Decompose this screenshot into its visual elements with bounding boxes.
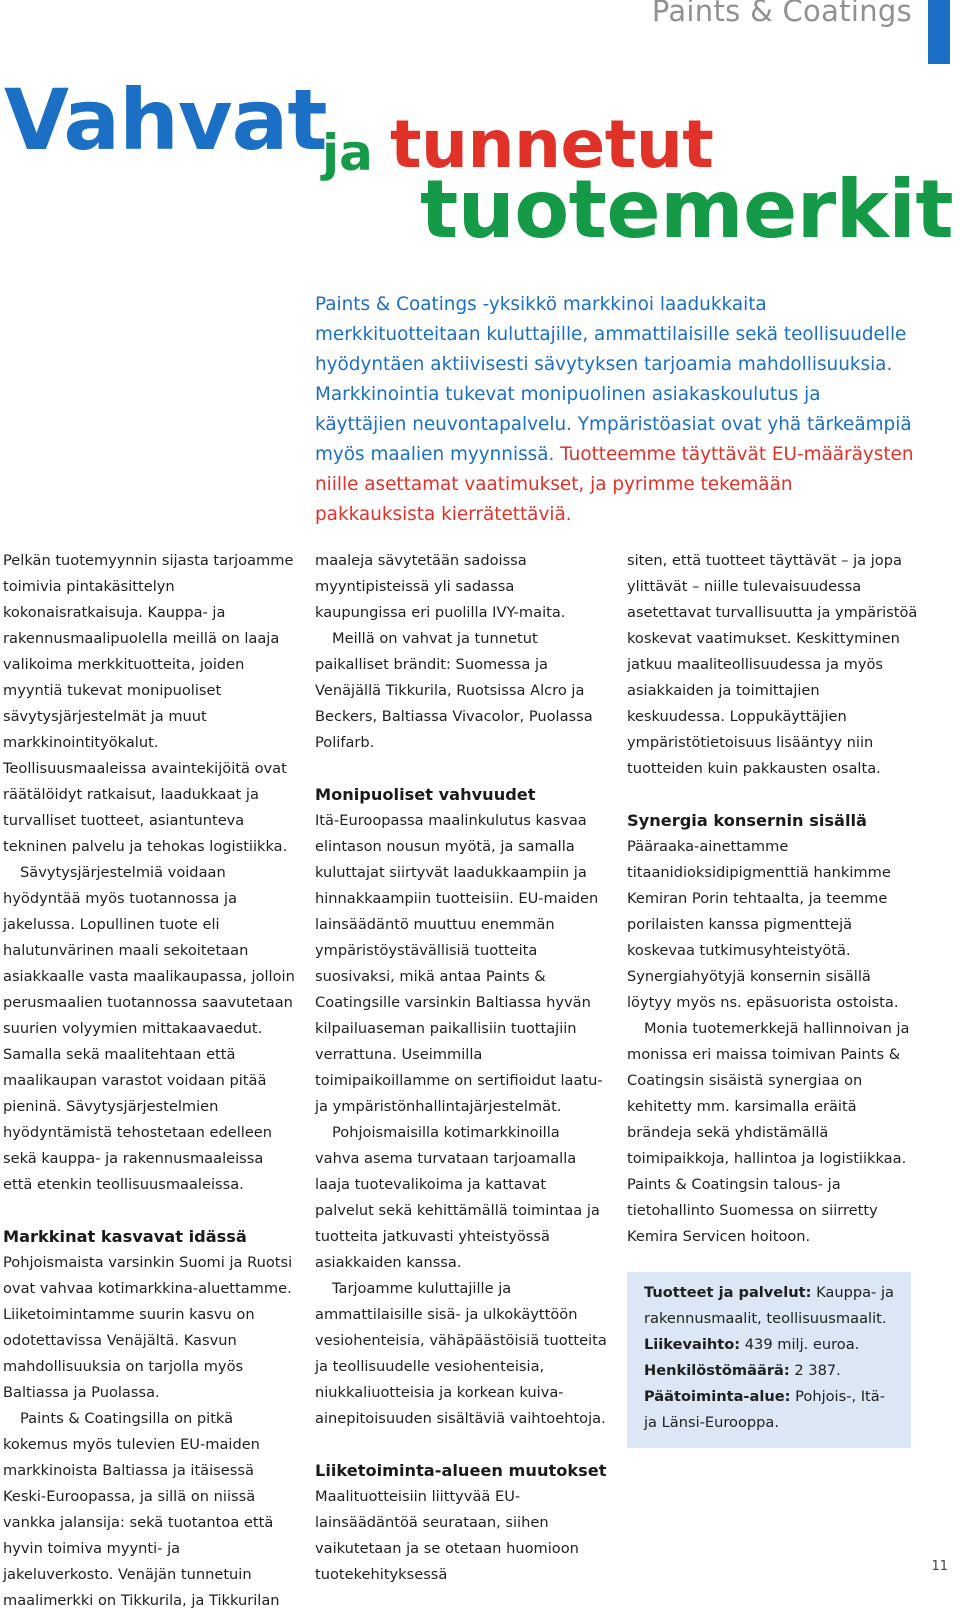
fact-label: Tuotteet ja palvelut:	[644, 1284, 812, 1301]
paragraph: Sävytysjärjestelmiä voidaan hyödyntää myös tuotannossa ja jakelussa. Lopullinen tuote eli halutunvärinen maali sekoitetaan asiakkaalle vasta maalikaupassa, jolloin perusmaalien tuotannossa saavutetaan suurien volyymien mittakaavaedut. Samalla sekä maalitehtaan että maalikaupan varastot voidaan pitää pieninä. Sävytysjärjestelmien hyödyntämistä tehostetaan edelleen sekä kauppa- ja rakennusmaaleissa että etenkin teollisuusmaaleissa.	[3, 864, 295, 1193]
section-heading: Synergia konsernin sisällä	[627, 811, 867, 830]
fact-label: Päätoiminta-alue:	[644, 1388, 791, 1405]
fact-row	[644, 1384, 899, 1436]
title-word-vahvat: Vahvat	[4, 71, 327, 169]
paragraph: Monia tuotemerkkejä hallinnoivan ja monissa eri maissa toimivan Paints & Coatingsin sisäistä synergiaa on kehitetty mm. karsimalla eräitä brändeja sekä yhdistämällä toimipaikkoja, hallintoa ja logistiikkaa. Paints & Coatingsin talous- ja tietohallinto Suomessa on siirretty Kemira Servicen hoitoon.	[627, 1020, 910, 1245]
title-word-ja: ja	[322, 124, 373, 182]
paragraph: Paints & Coatingsilla on pitkä kokemus myös tulevien EU-maiden markkinoista Baltiassa ja itäisessä Keski-Euroopassa, ja sillä on niissä vankka jalansija: sekä tuotantoa että hyvin toimiva myynti- ja jakeluverkosto. Venäjän tunnetuin maalimerkki on Tikkurila, ja Tikkurilan	[3, 1410, 280, 1609]
paragraph: Pääraaka-ainettamme titaanidioksidipigmenttiä hankimme Kemiran Porin tehtaalta, ja teemme porilaisten kanssa pigmenttejä koskevaa tutkimusyhteistyötä. Synergiahyötyjä konsernin sisällä löytyy myös ns. epäsuorista ostoista.	[627, 838, 899, 1011]
column-2	[315, 548, 607, 1588]
paragraph: Maalituotteisiin liittyvää EU-lainsäädäntöä seurataan, siihen vaikutetaan ja se otetaan huomioon tuotekehityksessä	[315, 1488, 579, 1583]
fact-label: Henkilöstömäärä:	[644, 1362, 790, 1379]
paragraph: Meillä on vahvat ja tunnetut paikalliset brändit: Suomessa ja Venäjällä Tikkurila, Ruotsissa Alcro ja Beckers, Baltiassa Vivacolor, Puolassa Polifarb.	[315, 630, 593, 751]
paragraph: Pelkän tuotemyynnin sijasta tarjoamme toimivia pintakäsittelyn kokonaisratkaisuja. Kauppa- ja rakennusmaalipuolella meillä on laaja valikoima merkkituotteita, joiden myyntiä tukevat monipuoliset sävytysjärjestelmät ja muut markkinointityökalut. Teollisuusmaaleissa avaintekijöitä ovat räätälöidyt ratkaisut, laadukkaat ja turvalliset tuotteet, asiantunteva tekninen palvelu ja tehokas logistiikka.	[3, 552, 294, 855]
paragraph: siten, että tuotteet täyttävät – ja jopa ylittävät – niille tulevaisuudessa asetettavat turvallisuutta ja ympäristöä koskevat vaatimukset. Keskittyminen jatkuu maaliteollisuudessa ja myös asiakkaiden ja toimittajien keskuudessa. Loppukäyttäjien ympäristötietoisuus lisääntyy niin tuotteiden kuin pakkausten osalta.	[627, 552, 918, 777]
title-word-tunnetut: tunnetut	[390, 106, 714, 183]
fact-box	[627, 1272, 911, 1448]
intro-paragraph	[315, 290, 915, 530]
paragraph: Tarjoamme kuluttajille ja ammattilaisille sisä- ja ulkokäyttöön vesiohenteisia, vähäpäästöisiä tuotteita ja teollisuudelle vesiohenteisia, niukkaliuotteisia ja korkean kuiva-ainepitoisuuden sisältäviä vaihtoehtoja.	[315, 1280, 607, 1427]
fact-label: Liikevaihto:	[644, 1336, 741, 1353]
fact-row	[644, 1280, 899, 1332]
fact-value: 2 387.	[794, 1362, 841, 1379]
section-heading: Monipuoliset vahvuudet	[315, 785, 536, 804]
section-heading: Markkinat kasvavat idässä	[3, 1227, 247, 1246]
paragraph: maaleja sävytetään sadoissa myyntipisteissä yli sadassa kaupungissa eri puolilla IVY-maita.	[315, 552, 566, 621]
paragraph: Pohjoismaisilla kotimarkkinoilla vahva asema turvataan tarjoamalla laaja tuotevalikoima ja kattavat palvelut sekä kehittämällä toimintaa ja tuotteita jatkuvasti yhteistyössä asiakkaiden kanssa.	[315, 1124, 600, 1271]
section-heading: Liiketoiminta-alueen muutokset	[315, 1461, 607, 1480]
section-label: Paints & Coatings	[651, 0, 912, 28]
fact-value: 439 milj. euroa.	[744, 1336, 860, 1353]
fact-value: Kauppa- ja rakennusmaalit, teollisuusmaalit.	[644, 1284, 894, 1327]
paragraph: Itä-Euroopassa maalinkulutus kasvaa elintason nousun myötä, ja samalla kuluttajat siirtyvät laadukkaampiin ja hinnakkaampiin tuotteisiin. EU-maiden lainsäädäntö muuttuu enemmän ympäristöystävällisiä tuotteita suosivaksi, mikä antaa Paints & Coatingsille varsinkin Baltiassa hyvän kilpailuaseman paikallisiin tuottajiin verrattuna. Useimmilla toimipaikoillamme on sertifioidut laatu- ja ympäristönhallintajärjestelmät.	[315, 812, 603, 1115]
fact-row	[644, 1332, 899, 1358]
header-accent-bar	[928, 0, 950, 64]
page-number: 11	[931, 1559, 948, 1574]
intro-text-blue: Paints & Coatings -yksikkö markkinoi laadukkaita merkkituotteitaan kuluttajille, ammattilaisille sekä teollisuudelle hyödyntäen aktiivisesti sävytyksen tarjoamia mahdollisuuksia. Markkinointia tukevat monipuolinen asiakaskoulutus ja käyttäjien neuvontapalvelu. Ympäristöasiat ovat yhä tärkeämpiä myös maalien myynnissä.	[315, 294, 912, 465]
fact-value: Pohjois-, Itä- ja Länsi-Eurooppa.	[644, 1388, 885, 1431]
paragraph: Pohjoismaista varsinkin Suomi ja Ruotsi ovat vahvaa kotimarkkina-aluettamme. Liiketoimintamme suurin kasvu on odotettavissa Venäjältä. Kasvun mahdollisuuksia on tarjolla myös Baltiassa ja Puolassa.	[3, 1254, 293, 1401]
title-word-tuotemerkit: tuotemerkit	[420, 163, 954, 256]
column-1	[3, 548, 295, 1614]
intro-text-red: Tuotteemme täyttävät EU-määräysten niille asettamat vaatimukset, ja pyrimme tekemään pakkauksista kierrätettäviä.	[315, 444, 914, 525]
fact-row	[644, 1358, 899, 1384]
column-3	[627, 548, 919, 1448]
